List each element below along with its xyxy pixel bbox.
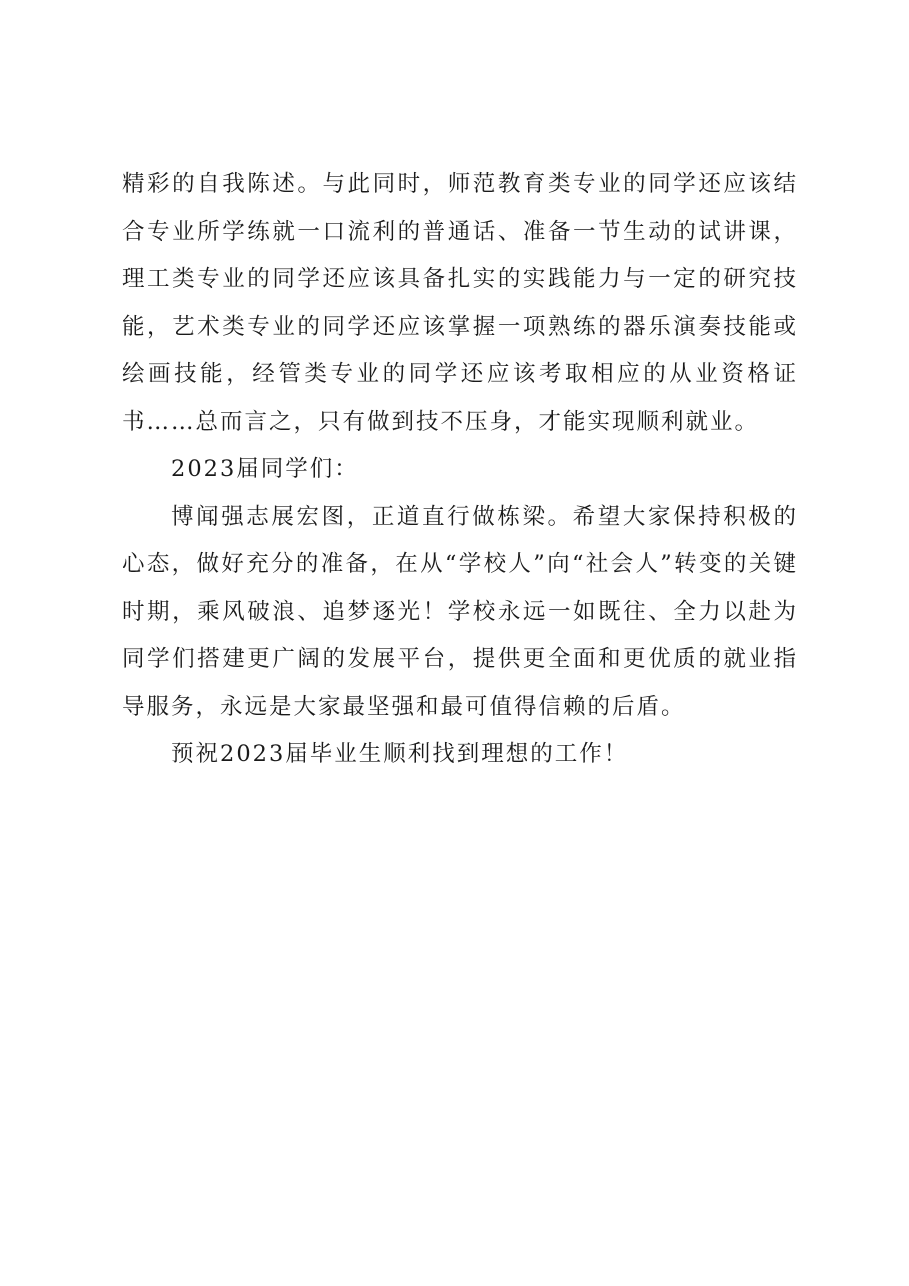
paragraph-continuation: 精彩的自我陈述。与此同时，师范教育类专业的同学还应该结合专业所学练就一口流利的普通话、准备一节生动的试讲课，理工类专业的同学还应该具备扎实的实践能力与一定的研究技能，艺术类专业的同学还应该掌握一项熟练的器乐演奏技能或绘画技能，经管类专业的同学还应该考取相应的从业资格证书……总而言之，只有做到技不压身，才能实现顺利就业。	[122, 171, 798, 435]
paragraph-wishes: 博闻强志展宏图，正道直行做栋梁。希望大家保持积极的心态，做好充分的准备，在从“学校人”向“社会人”转变的关键时期，乘风破浪、追梦逐光！学校永远一如既往、全力以赴为同学们搭建更广阔的发展平台，提供更全面和更优质的就业指导服务，永远是大家最坚强和最可值得信赖的后盾。	[122, 503, 798, 720]
document-body	[122, 161, 798, 779]
paragraph-salutation: 2023届同学们：	[171, 456, 359, 482]
paragraph-closing: 预祝2023届毕业生顺利找到理想的工作！	[171, 741, 629, 767]
